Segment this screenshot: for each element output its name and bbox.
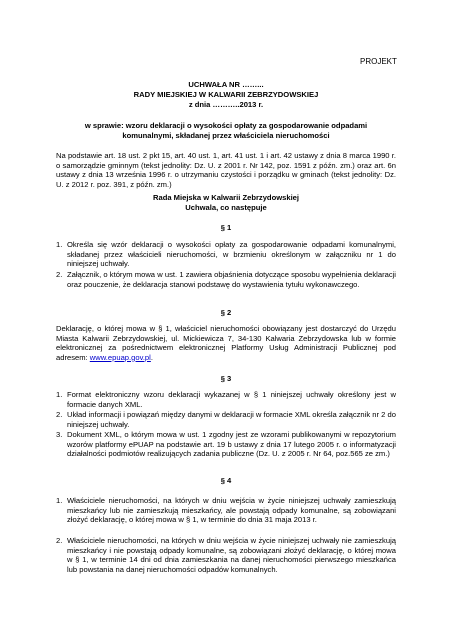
subject-line-2: komunalnymi, składanej przez właściciela nieruchomości bbox=[122, 131, 330, 140]
resolution-date: z dnia ………..2013 r. bbox=[188, 100, 264, 109]
projekt-label: PROJEKT bbox=[360, 57, 397, 66]
section-4-item-2: Właściciele nieruchomości, na których w dniu wejścia w życie niniejszej uchwały nie zamieszkują mieszkańcy i nie powstają odpady komunalne, są zobowiązani złożyć deklarację, o której mowa w § 1, w terminie 14 dni od dnia zamieszkania na danej nieruchomości pierwszego mieszkańca lub powstania na danej nieruchomości odpadów komunalnych. bbox=[67, 536, 396, 574]
section-3-item-3: Dokument XML, o którym mowa w ust. 1 zgodny jest ze wzorami publikowanymi w repozytorium wzorów platformy ePUAP na podstawie art. 19 b ustawy z dnia 17 lutego 2005 r. o informatyzacji działalności podmiotów realizujących zadania publiczne (Dz. U. z 2005 r. Nr 64, poz.565 ze zm.) bbox=[67, 430, 396, 459]
section-2-mark: § 2 bbox=[220, 308, 232, 317]
list-item-number: 1. bbox=[56, 390, 63, 399]
council-name: RADY MIEJSKIEJ W KALWARII ZEBRZYDOWSKIEJ bbox=[133, 90, 319, 99]
list-item-number: 2. bbox=[56, 410, 63, 419]
section-2-text: Deklarację, o której mowa w § 1, właściciel nieruchomości obowiązany jest dostarczyć do Urzędu Miasta Kalwarii Zebrzydowskiej, ul. Mickiewicza 7, 34-130 Kalwaria Zebrzydowska lub w formie elektronicznej za pośrednictwem elektronicznej Platformy Usług Administracji Publicznej pod adresem: bbox=[56, 324, 396, 362]
section-3-item-2: Układ informacji i powiązań między danymi w deklaracji w formacie XML określa załącznik nr 2 do niniejszej uchwały. bbox=[67, 410, 396, 429]
section-1-item-2: Załącznik, o którym mowa w ust. 1 zawiera objaśnienia dotyczące sposobu wypełnienia deklaracji oraz pouczenie, że deklaracja stanowi podstawę do wystawienia tytułu wykonawczego. bbox=[67, 270, 396, 289]
list-item-number: 3. bbox=[56, 430, 63, 439]
section-4-mark: § 4 bbox=[220, 476, 232, 485]
section-4-item-1: Właściciele nieruchomości, na których w dniu wejścia w życie niniejszej uchwały zamieszkują mieszkańcy lub nie zamieszkują mieszkańcy, ale powstają odpady komunalne, są zobowiązani złożyć deklarację, o której mowa w § 1, w terminie do dnia 31 maja 2013 r. bbox=[67, 496, 396, 525]
section-1-mark: § 1 bbox=[220, 223, 232, 232]
section-3-mark: § 3 bbox=[220, 374, 232, 383]
section-2-paragraph bbox=[56, 324, 396, 362]
section-1-item-1: Określa się wzór deklaracji o wysokości opłaty za gospodarowanie odpadami komunalnymi, składanej przez właścicieli nieruchomości, w brzmieniu określonym w załączniku nr 1 do niniejszej uchwały. bbox=[67, 240, 396, 269]
section-2-tail: . bbox=[150, 352, 153, 362]
subject-line-1: w sprawie: wzoru deklaracji o wysokości opłaty za gospodarowanie odpadami bbox=[84, 121, 368, 130]
list-item-number: 1. bbox=[56, 496, 63, 505]
enacts-heading: Uchwala, co następuje bbox=[185, 203, 267, 212]
section-3-item-1: Format elektroniczny wzoru deklaracji wykazanej w § 1 niniejszej uchwały określony jest w formacie danych XML. bbox=[67, 390, 396, 409]
resolution-number: UCHWAŁA NR ……... bbox=[188, 80, 264, 89]
legal-basis-preamble: Na podstawie art. 18 ust. 2 pkt 15, art. 40 ust. 1, art. 41 ust. 1 i art. 42 ustawy z dnia 8 marca 1990 r. o samorządzie gminnym (tekst jednolity: Dz. U. z 2001 r. Nr 142, poz. 1591 z późn. zm.) oraz art. 6n ustawy z dnia 13 września 1996 r. o utrzymaniu czystości i porządku w gminach (tekst jednolity: Dz. U. z 2012 r. poz. 391, z późn. zm.) bbox=[56, 151, 396, 189]
list-item-number: 2. bbox=[56, 536, 63, 545]
epuap-link[interactable]: www.epuap.gov.pl bbox=[89, 352, 151, 362]
list-item-number: 2. bbox=[56, 270, 63, 279]
list-item-number: 1. bbox=[56, 240, 63, 249]
council-heading: Rada Miejska w Kalwarii Zebrzydowskiej bbox=[152, 193, 300, 202]
